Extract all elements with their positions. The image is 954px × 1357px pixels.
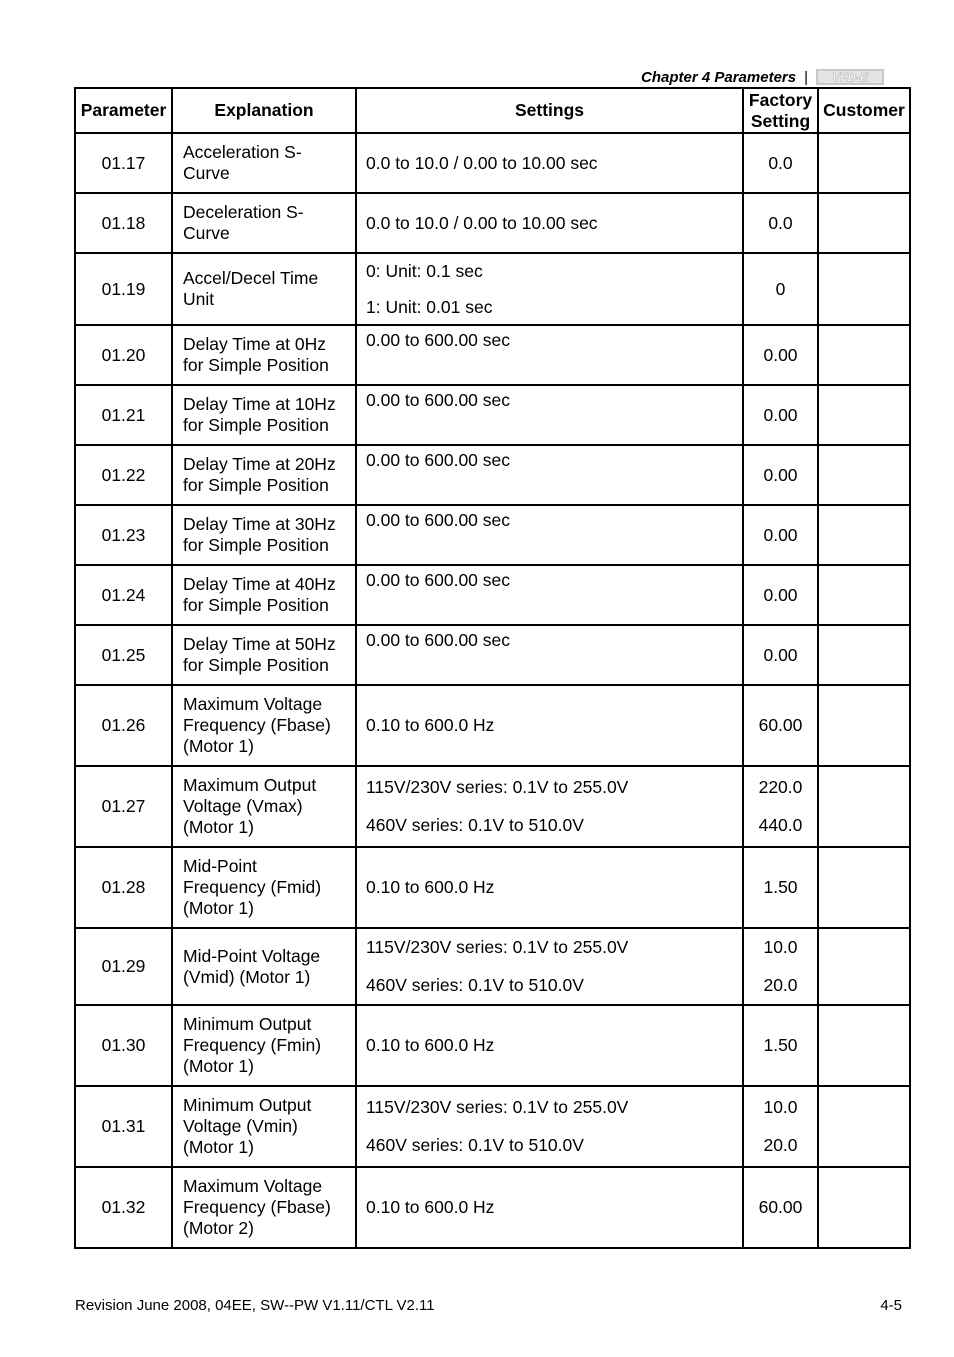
settings-line: 115V/230V series: 0.1V to 255.0V [366, 1097, 629, 1117]
page-number: 4-5 [880, 1297, 902, 1314]
factory-setting [743, 193, 818, 253]
explanation-line: (Motor 1) [183, 1137, 254, 1157]
parameter-code: 01.27 [75, 766, 172, 847]
factory-setting [743, 766, 818, 847]
explanation-line: for Simple Position [183, 535, 329, 555]
settings-line: 460V series: 0.1V to 510.0V [366, 815, 584, 835]
factory-value: 440.0 [758, 815, 803, 835]
factory-value: 0.00 [763, 344, 798, 365]
parameter-explanation [172, 685, 356, 766]
factory-value: 1.50 [763, 877, 798, 897]
parameter-code: 01.28 [75, 847, 172, 928]
explanation-line: Frequency (Fmin) [183, 1035, 322, 1055]
parameter-explanation [172, 445, 356, 505]
explanation-line: Delay Time at 0Hz [183, 334, 326, 354]
explanation-line: Delay Time at 20Hz [183, 454, 336, 474]
factory-value: 60.00 [758, 1197, 803, 1217]
explanation-line: Accel/Decel Time [183, 268, 319, 288]
parameter-settings [356, 928, 743, 1005]
settings-line: 0.10 to 600.0 Hz [366, 715, 495, 735]
factory-value: 1.50 [763, 1035, 798, 1055]
parameter-explanation [172, 766, 356, 847]
explanation-line: Voltage (Vmax) [183, 796, 303, 816]
explanation-line: Maximum Output [183, 775, 317, 795]
factory-setting [743, 133, 818, 193]
customer-setting [818, 133, 910, 193]
settings-line: 0.00 to 600.00 sec [366, 630, 510, 650]
explanation-line: Delay Time at 10Hz [183, 394, 336, 414]
parameter-code: 01.29 [75, 928, 172, 1005]
customer-setting [818, 685, 910, 766]
explanation-line: for Simple Position [183, 355, 329, 375]
factory-value: 20.0 [763, 1135, 798, 1155]
factory-setting [743, 385, 818, 445]
customer-setting [818, 1167, 910, 1248]
settings-line: 0.10 to 600.0 Hz [366, 877, 495, 897]
settings-line: 0.10 to 600.0 Hz [366, 1197, 495, 1217]
explanation-line: (Motor 1) [183, 898, 254, 918]
parameter-code: 01.24 [75, 565, 172, 625]
explanation-line: (Motor 1) [183, 1056, 254, 1076]
explanation-line: (Motor 1) [183, 817, 254, 837]
factory-setting [743, 847, 818, 928]
explanation-line: Voltage (Vmin) [183, 1116, 298, 1136]
customer-setting [818, 1005, 910, 1086]
settings-line: 460V series: 0.1V to 510.0V [366, 975, 584, 995]
parameter-settings [356, 325, 743, 385]
page-footer [75, 1297, 902, 1314]
parameter-explanation [172, 928, 356, 1005]
factory-value: 0.00 [763, 464, 798, 485]
explanation-line: for Simple Position [183, 475, 329, 495]
explanation-line: Curve [183, 163, 230, 183]
table-row [75, 1086, 910, 1167]
parameter-settings [356, 1167, 743, 1248]
column-header-parameter: Parameter [75, 88, 172, 133]
parameter-code: 01.22 [75, 445, 172, 505]
factory-setting [743, 505, 818, 565]
table-row [75, 1167, 910, 1248]
factory-value: 0.00 [763, 584, 798, 605]
table-row [75, 505, 910, 565]
parameter-explanation [172, 847, 356, 928]
column-header-customer: Customer [818, 88, 910, 133]
factory-value: 20.0 [763, 975, 798, 995]
parameter-code: 01.18 [75, 193, 172, 253]
customer-setting [818, 445, 910, 505]
settings-line: 0.00 to 600.00 sec [366, 390, 510, 410]
table-row [75, 445, 910, 505]
customer-setting [818, 253, 910, 325]
factory-setting [743, 1005, 818, 1086]
parameter-code: 01.20 [75, 325, 172, 385]
parameter-settings [356, 133, 743, 193]
parameter-code: 01.31 [75, 1086, 172, 1167]
parameter-table [74, 87, 911, 1249]
explanation-line: Frequency (Fmid) [183, 877, 322, 897]
parameter-explanation [172, 1086, 356, 1167]
table-row [75, 928, 910, 1005]
factory-value: 0.00 [763, 524, 798, 545]
parameter-explanation [172, 133, 356, 193]
explanation-line: Deceleration S- [183, 202, 304, 222]
explanation-line: Acceleration S- [183, 142, 302, 162]
explanation-line: Minimum Output [183, 1095, 312, 1115]
explanation-line: Curve [183, 223, 230, 243]
factory-value: 0.0 [768, 212, 793, 233]
explanation-line: Unit [183, 289, 215, 309]
parameter-explanation [172, 385, 356, 445]
settings-line: 0.00 to 600.00 sec [366, 570, 510, 590]
customer-setting [818, 766, 910, 847]
parameter-settings [356, 847, 743, 928]
header-separator: | [804, 68, 808, 86]
parameter-settings [356, 253, 743, 325]
parameter-code: 01.32 [75, 1167, 172, 1248]
factory-value: 0.0 [768, 152, 793, 173]
svg-text:VFD-E: VFD-E [832, 70, 868, 85]
customer-setting [818, 928, 910, 1005]
parameter-explanation [172, 1005, 356, 1086]
column-header-explanation: Explanation [172, 88, 356, 133]
factory-setting [743, 325, 818, 385]
table-row [75, 565, 910, 625]
settings-line: 115V/230V series: 0.1V to 255.0V [366, 937, 629, 957]
customer-setting [818, 385, 910, 445]
parameter-settings [356, 505, 743, 565]
table-row [75, 193, 910, 253]
table-row [75, 253, 910, 325]
column-header-factory-setting: Factory Setting [743, 88, 818, 133]
explanation-line: Mid-Point Voltage [183, 945, 321, 966]
settings-line: 0.00 to 600.00 sec [366, 450, 510, 470]
parameter-explanation [172, 325, 356, 385]
explanation-line: Delay Time at 50Hz [183, 634, 336, 654]
parameter-explanation [172, 253, 356, 325]
parameter-settings [356, 685, 743, 766]
parameter-settings [356, 445, 743, 505]
factory-setting [743, 445, 818, 505]
settings-line: 0.10 to 600.0 Hz [366, 1035, 495, 1055]
chapter-title: Chapter 4 Parameters [641, 68, 797, 86]
settings-line: 0.00 to 600.00 sec [366, 330, 510, 350]
table-row [75, 385, 910, 445]
customer-setting [818, 325, 910, 385]
parameter-explanation [172, 565, 356, 625]
explanation-line: Frequency (Fbase) [183, 715, 331, 735]
factory-setting [743, 253, 818, 325]
factory-value: 0.00 [763, 404, 798, 425]
parameter-code: 01.19 [75, 253, 172, 325]
parameter-explanation [172, 505, 356, 565]
factory-value: 60.00 [758, 715, 803, 735]
explanation-line: for Simple Position [183, 595, 329, 615]
parameter-code: 01.30 [75, 1005, 172, 1086]
table-row [75, 1005, 910, 1086]
table-body [75, 133, 910, 1248]
customer-setting [818, 565, 910, 625]
settings-line: 1: Unit: 0.01 sec [366, 296, 493, 317]
parameter-code: 01.26 [75, 685, 172, 766]
explanation-line: Mid-Point [183, 856, 257, 876]
table-row [75, 133, 910, 193]
customer-setting [818, 1086, 910, 1167]
parameter-settings [356, 766, 743, 847]
vfd-e-logo [816, 69, 884, 85]
factory-value: 0 [775, 278, 786, 299]
customer-setting [818, 193, 910, 253]
table-row [75, 847, 910, 928]
explanation-line: for Simple Position [183, 655, 329, 675]
explanation-line: Frequency (Fbase) [183, 1197, 331, 1217]
settings-line: 0.0 to 10.0 / 0.00 to 10.00 sec [366, 152, 598, 173]
explanation-line: (Motor 1) [183, 736, 254, 756]
explanation-line: (Motor 2) [183, 1218, 254, 1238]
factory-setting [743, 1086, 818, 1167]
parameter-explanation [172, 1167, 356, 1248]
factory-setting [743, 928, 818, 1005]
parameter-code: 01.23 [75, 505, 172, 565]
table-row [75, 325, 910, 385]
parameter-settings [356, 1005, 743, 1086]
parameter-explanation [172, 625, 356, 685]
explanation-line: Delay Time at 40Hz [183, 574, 336, 594]
settings-line: 0: Unit: 0.1 sec [366, 260, 483, 281]
settings-line: 0.0 to 10.0 / 0.00 to 10.00 sec [366, 212, 598, 233]
parameter-settings [356, 625, 743, 685]
explanation-line: for Simple Position [183, 415, 329, 435]
parameter-code: 01.21 [75, 385, 172, 445]
settings-line: 115V/230V series: 0.1V to 255.0V [366, 777, 629, 797]
table-row [75, 625, 910, 685]
parameter-settings [356, 1086, 743, 1167]
factory-value: 10.0 [763, 1097, 798, 1117]
factory-setting [743, 565, 818, 625]
customer-setting [818, 505, 910, 565]
explanation-line: Minimum Output [183, 1014, 312, 1034]
table-row [75, 685, 910, 766]
explanation-line: Maximum Voltage [183, 694, 323, 714]
table-row [75, 766, 910, 847]
parameter-code: 01.17 [75, 133, 172, 193]
parameter-code: 01.25 [75, 625, 172, 685]
parameter-settings [356, 193, 743, 253]
column-header-settings: Settings [356, 88, 743, 133]
customer-setting [818, 625, 910, 685]
settings-line: 460V series: 0.1V to 510.0V [366, 1135, 584, 1155]
factory-setting [743, 1167, 818, 1248]
parameter-explanation [172, 193, 356, 253]
factory-value: 10.0 [763, 937, 798, 957]
page-header [641, 67, 884, 87]
revision-text: Revision June 2008, 04EE, SW--PW V1.11/CTL V2.11 [75, 1297, 435, 1314]
factory-value: 220.0 [758, 777, 803, 797]
factory-setting [743, 625, 818, 685]
explanation-line: Delay Time at 30Hz [183, 514, 336, 534]
settings-line: 0.00 to 600.00 sec [366, 510, 510, 530]
parameter-settings [356, 385, 743, 445]
parameter-settings [356, 565, 743, 625]
explanation-line: (Vmid) (Motor 1) [183, 966, 311, 987]
factory-setting [743, 685, 818, 766]
factory-value: 0.00 [763, 644, 798, 665]
customer-setting [818, 847, 910, 928]
table-header-row [75, 88, 910, 133]
explanation-line: Maximum Voltage [183, 1176, 323, 1196]
